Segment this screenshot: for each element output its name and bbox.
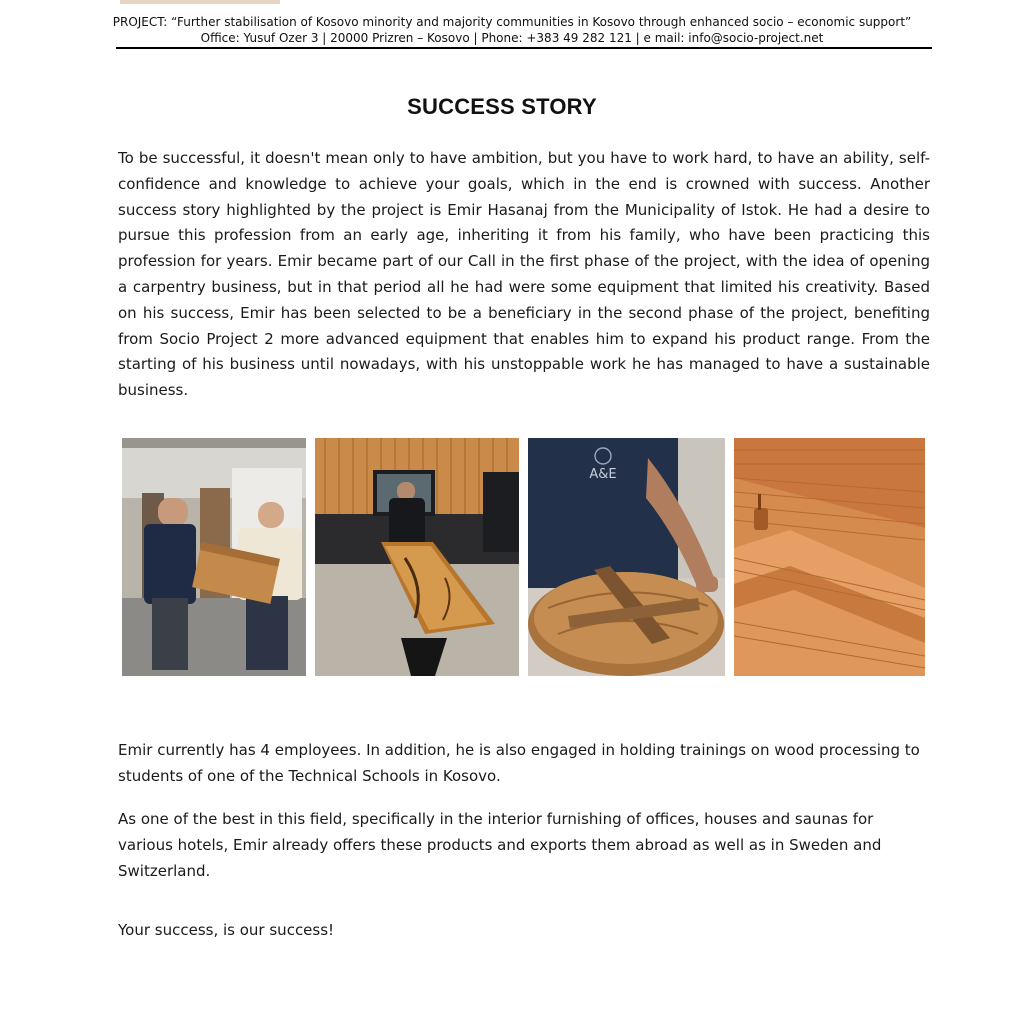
employees-paragraph: Emir currently has 4 employees. In addition, he is also engaged in holding trainings on wood processing to students of one of the Technical Schools in Kosovo. [118,741,920,785]
photo-live-edge-table [315,438,519,676]
header-office-line: Office: Yusuf Ozer 3 | 20000 Prizren – Kosovo | Phone: +383 49 282 121 | e mail: info@socio-project.net [200,31,824,45]
header-logo-strip [120,0,280,4]
header-project-line: PROJECT: “Further stabilisation of Kosovo minority and majority communities in Kosovo through enhanced socio – economic support” [112,15,912,29]
header-divider [116,47,932,49]
photo-round-tabletop [528,438,725,676]
intro-paragraph: To be successful, it doesn't mean only to have ambition, but you have to work hard, to have an ability, self-confidence and knowledge to achieve your goals, which in the end is crowned with success. Another success story highlighted by the project is Emir Hasanaj from the Municipality of Istok. He had a desire to pursue this profession from an early age, inheriting it from his family, who have been practicing this profession for years. Emir became part of our Call in the first phase of the project, with the idea of opening a carpentry business, but in that period all he had were some equipment that limited his creativity. Based on his success, Emir has been selected to be a beneficiary in the second phase of the project, benefiting from Socio Project 2 more advanced equipment that enables him to expand his product range. From the starting of his business until nowadays, with his unstoppable work he has managed to have a sustainable business. [118,149,930,400]
shirt-logo-text: A&E [589,467,617,482]
photo-workshop-inspection [122,438,306,676]
closing-line: Your success, is our success! [118,921,335,939]
exports-paragraph: As one of the best in this field, specifically in the interior furnishing of offices, houses and saunas for various hotels, Emir already offers these products and exports them abroad as well as in Sweden and Switzerland. [118,810,882,880]
photo-sauna-interior [734,438,925,676]
page-title: SUCCESS STORY [407,94,597,119]
